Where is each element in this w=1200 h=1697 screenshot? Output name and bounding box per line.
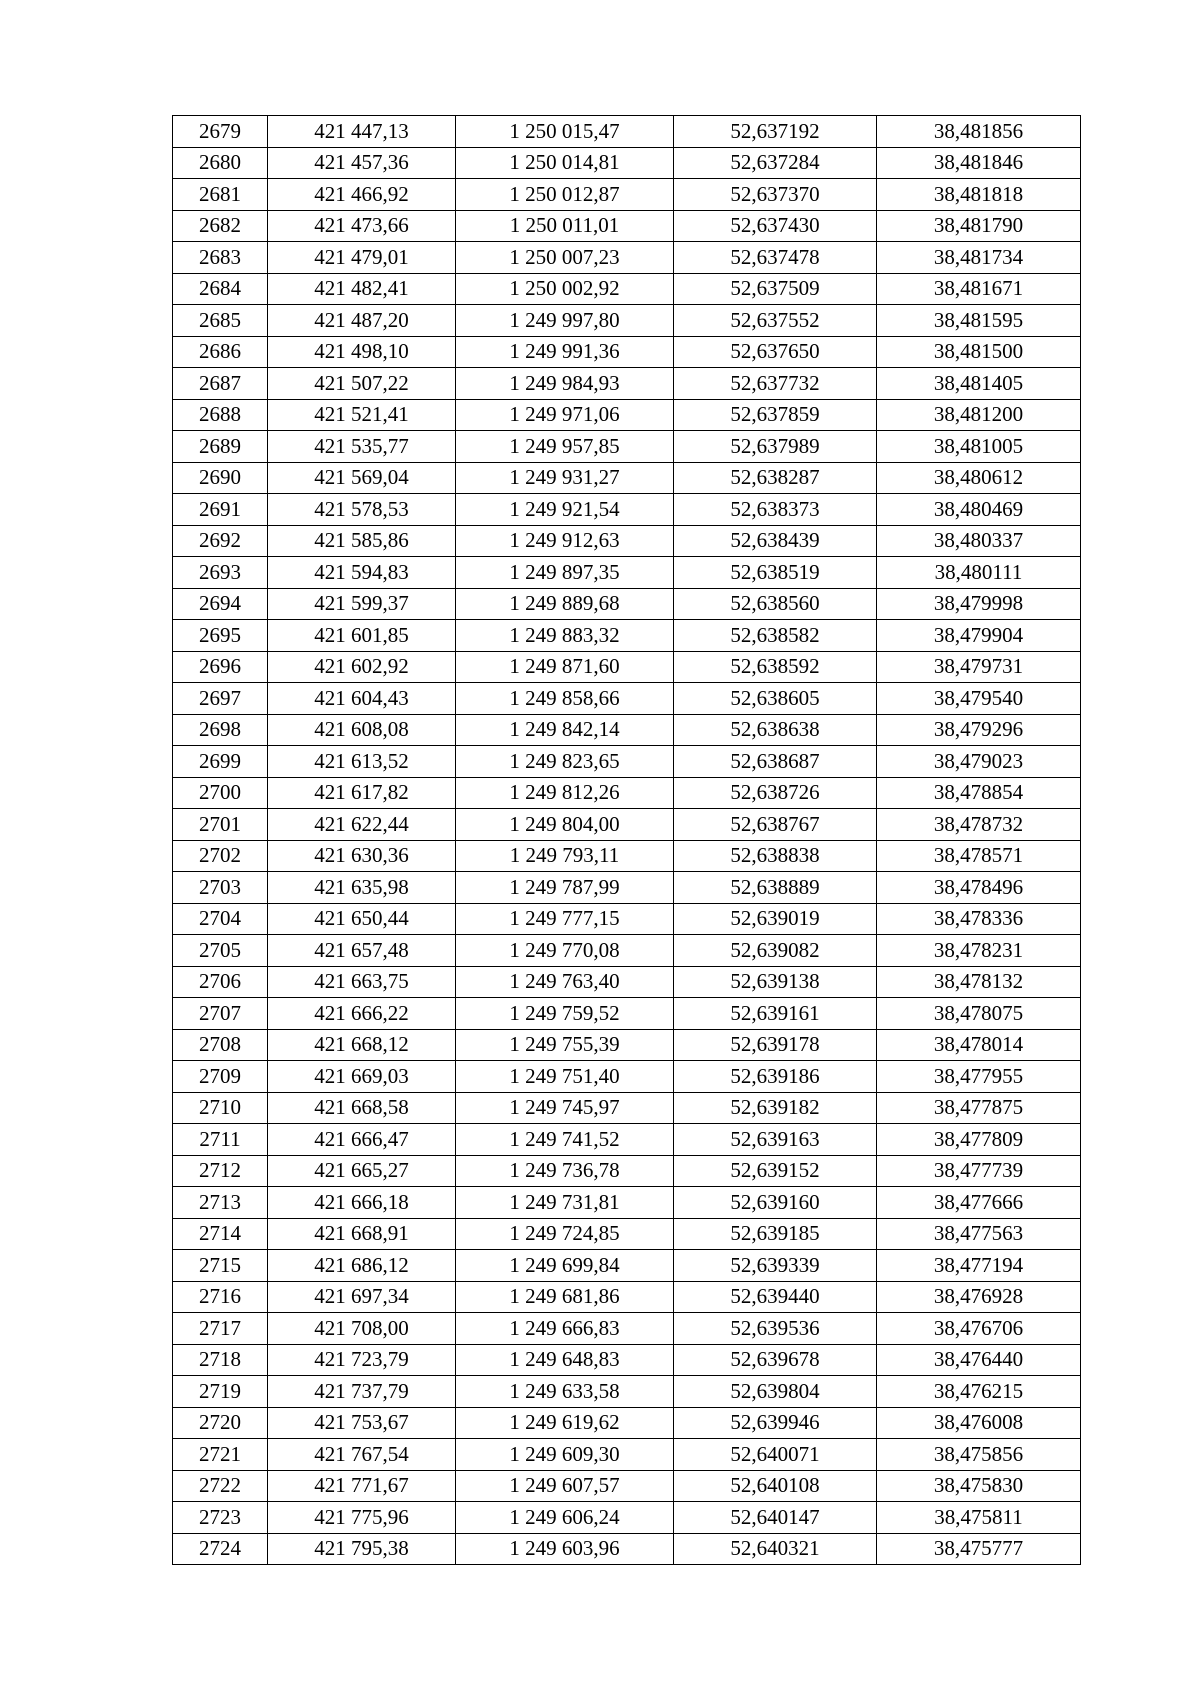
y-coordinate-cell: 1 249 741,52 <box>456 1124 674 1156</box>
table-row <box>173 557 1081 589</box>
table-row <box>173 998 1081 1030</box>
latitude-cell: 52,639138 <box>674 966 877 998</box>
y-coordinate-cell: 1 249 724,85 <box>456 1218 674 1250</box>
latitude-cell: 52,639440 <box>674 1281 877 1313</box>
longitude-cell: 38,477666 <box>877 1187 1081 1219</box>
latitude-cell: 52,639019 <box>674 903 877 935</box>
table-row <box>173 809 1081 841</box>
latitude-cell: 52,638287 <box>674 462 877 494</box>
longitude-cell: 38,479540 <box>877 683 1081 715</box>
point-number-cell: 2696 <box>173 651 268 683</box>
x-coordinate-cell: 421 775,96 <box>268 1502 456 1534</box>
x-coordinate-cell: 421 622,44 <box>268 809 456 841</box>
longitude-cell: 38,478496 <box>877 872 1081 904</box>
y-coordinate-cell: 1 249 897,35 <box>456 557 674 589</box>
latitude-cell: 52,637192 <box>674 116 877 148</box>
x-coordinate-cell: 421 498,10 <box>268 336 456 368</box>
y-coordinate-cell: 1 250 011,01 <box>456 210 674 242</box>
x-coordinate-cell: 421 599,37 <box>268 588 456 620</box>
table-row <box>173 336 1081 368</box>
longitude-cell: 38,479296 <box>877 714 1081 746</box>
point-number-cell: 2687 <box>173 368 268 400</box>
longitude-cell: 38,480612 <box>877 462 1081 494</box>
latitude-cell: 52,640108 <box>674 1470 877 1502</box>
y-coordinate-cell: 1 249 770,08 <box>456 935 674 967</box>
longitude-cell: 38,475830 <box>877 1470 1081 1502</box>
table-row <box>173 1439 1081 1471</box>
point-number-cell: 2705 <box>173 935 268 967</box>
table-row <box>173 399 1081 431</box>
longitude-cell: 38,479904 <box>877 620 1081 652</box>
point-number-cell: 2709 <box>173 1061 268 1093</box>
point-number-cell: 2713 <box>173 1187 268 1219</box>
table-row <box>173 1029 1081 1061</box>
point-number-cell: 2689 <box>173 431 268 463</box>
point-number-cell: 2681 <box>173 179 268 211</box>
latitude-cell: 52,638560 <box>674 588 877 620</box>
table-row <box>173 242 1081 274</box>
y-coordinate-cell: 1 249 871,60 <box>456 651 674 683</box>
longitude-cell: 38,481790 <box>877 210 1081 242</box>
point-number-cell: 2699 <box>173 746 268 778</box>
latitude-cell: 52,637732 <box>674 368 877 400</box>
x-coordinate-cell: 421 604,43 <box>268 683 456 715</box>
latitude-cell: 52,639536 <box>674 1313 877 1345</box>
longitude-cell: 38,481671 <box>877 273 1081 305</box>
x-coordinate-cell: 421 585,86 <box>268 525 456 557</box>
y-coordinate-cell: 1 249 991,36 <box>456 336 674 368</box>
table-row <box>173 714 1081 746</box>
y-coordinate-cell: 1 249 804,00 <box>456 809 674 841</box>
longitude-cell: 38,478231 <box>877 935 1081 967</box>
x-coordinate-cell: 421 466,92 <box>268 179 456 211</box>
table-row <box>173 431 1081 463</box>
latitude-cell: 52,638373 <box>674 494 877 526</box>
table-row <box>173 1061 1081 1093</box>
longitude-cell: 38,476440 <box>877 1344 1081 1376</box>
latitude-cell: 52,637552 <box>674 305 877 337</box>
latitude-cell: 52,637478 <box>674 242 877 274</box>
x-coordinate-cell: 421 657,48 <box>268 935 456 967</box>
latitude-cell: 52,639152 <box>674 1155 877 1187</box>
longitude-cell: 38,478336 <box>877 903 1081 935</box>
latitude-cell: 52,639678 <box>674 1344 877 1376</box>
y-coordinate-cell: 1 249 823,65 <box>456 746 674 778</box>
x-coordinate-cell: 421 666,47 <box>268 1124 456 1156</box>
table-row <box>173 210 1081 242</box>
y-coordinate-cell: 1 249 984,93 <box>456 368 674 400</box>
y-coordinate-cell: 1 250 002,92 <box>456 273 674 305</box>
table-row <box>173 305 1081 337</box>
point-number-cell: 2704 <box>173 903 268 935</box>
longitude-cell: 38,477955 <box>877 1061 1081 1093</box>
table-row <box>173 273 1081 305</box>
latitude-cell: 52,638605 <box>674 683 877 715</box>
y-coordinate-cell: 1 249 751,40 <box>456 1061 674 1093</box>
table-row <box>173 935 1081 967</box>
table-row <box>173 746 1081 778</box>
table-row <box>173 1313 1081 1345</box>
x-coordinate-cell: 421 630,36 <box>268 840 456 872</box>
table-row <box>173 462 1081 494</box>
x-coordinate-cell: 421 602,92 <box>268 651 456 683</box>
y-coordinate-cell: 1 250 012,87 <box>456 179 674 211</box>
x-coordinate-cell: 421 617,82 <box>268 777 456 809</box>
table-row <box>173 1124 1081 1156</box>
point-number-cell: 2684 <box>173 273 268 305</box>
y-coordinate-cell: 1 250 014,81 <box>456 147 674 179</box>
y-coordinate-cell: 1 249 957,85 <box>456 431 674 463</box>
y-coordinate-cell: 1 249 736,78 <box>456 1155 674 1187</box>
y-coordinate-cell: 1 249 603,96 <box>456 1533 674 1565</box>
longitude-cell: 38,481405 <box>877 368 1081 400</box>
x-coordinate-cell: 421 666,22 <box>268 998 456 1030</box>
x-coordinate-cell: 421 457,36 <box>268 147 456 179</box>
point-number-cell: 2702 <box>173 840 268 872</box>
y-coordinate-cell: 1 249 858,66 <box>456 683 674 715</box>
table-row <box>173 903 1081 935</box>
x-coordinate-cell: 421 697,34 <box>268 1281 456 1313</box>
x-coordinate-cell: 421 669,03 <box>268 1061 456 1093</box>
point-number-cell: 2703 <box>173 872 268 904</box>
table-row <box>173 179 1081 211</box>
y-coordinate-cell: 1 249 745,97 <box>456 1092 674 1124</box>
point-number-cell: 2694 <box>173 588 268 620</box>
longitude-cell: 38,476928 <box>877 1281 1081 1313</box>
latitude-cell: 52,637284 <box>674 147 877 179</box>
x-coordinate-cell: 421 521,41 <box>268 399 456 431</box>
x-coordinate-cell: 421 535,77 <box>268 431 456 463</box>
point-number-cell: 2700 <box>173 777 268 809</box>
y-coordinate-cell: 1 249 755,39 <box>456 1029 674 1061</box>
point-number-cell: 2695 <box>173 620 268 652</box>
latitude-cell: 52,639160 <box>674 1187 877 1219</box>
table-row <box>173 368 1081 400</box>
point-number-cell: 2697 <box>173 683 268 715</box>
table-row <box>173 525 1081 557</box>
point-number-cell: 2717 <box>173 1313 268 1345</box>
longitude-cell: 38,481818 <box>877 179 1081 211</box>
x-coordinate-cell: 421 507,22 <box>268 368 456 400</box>
table-row <box>173 588 1081 620</box>
longitude-cell: 38,480337 <box>877 525 1081 557</box>
x-coordinate-cell: 421 795,38 <box>268 1533 456 1565</box>
latitude-cell: 52,640321 <box>674 1533 877 1565</box>
latitude-cell: 52,638726 <box>674 777 877 809</box>
point-number-cell: 2719 <box>173 1376 268 1408</box>
latitude-cell: 52,639082 <box>674 935 877 967</box>
longitude-cell: 38,481200 <box>877 399 1081 431</box>
x-coordinate-cell: 421 613,52 <box>268 746 456 778</box>
longitude-cell: 38,481595 <box>877 305 1081 337</box>
latitude-cell: 52,637650 <box>674 336 877 368</box>
point-number-cell: 2685 <box>173 305 268 337</box>
longitude-cell: 38,477194 <box>877 1250 1081 1282</box>
y-coordinate-cell: 1 249 997,80 <box>456 305 674 337</box>
table-row <box>173 494 1081 526</box>
x-coordinate-cell: 421 569,04 <box>268 462 456 494</box>
longitude-cell: 38,478132 <box>877 966 1081 998</box>
longitude-cell: 38,478075 <box>877 998 1081 1030</box>
point-number-cell: 2682 <box>173 210 268 242</box>
latitude-cell: 52,637859 <box>674 399 877 431</box>
y-coordinate-cell: 1 249 681,86 <box>456 1281 674 1313</box>
longitude-cell: 38,479731 <box>877 651 1081 683</box>
longitude-cell: 38,478854 <box>877 777 1081 809</box>
latitude-cell: 52,638838 <box>674 840 877 872</box>
point-number-cell: 2698 <box>173 714 268 746</box>
y-coordinate-cell: 1 249 699,84 <box>456 1250 674 1282</box>
longitude-cell: 38,475811 <box>877 1502 1081 1534</box>
latitude-cell: 52,638519 <box>674 557 877 589</box>
point-number-cell: 2720 <box>173 1407 268 1439</box>
y-coordinate-cell: 1 249 889,68 <box>456 588 674 620</box>
latitude-cell: 52,637370 <box>674 179 877 211</box>
longitude-cell: 38,475777 <box>877 1533 1081 1565</box>
y-coordinate-cell: 1 249 793,11 <box>456 840 674 872</box>
latitude-cell: 52,637430 <box>674 210 877 242</box>
x-coordinate-cell: 421 663,75 <box>268 966 456 998</box>
y-coordinate-cell: 1 249 883,32 <box>456 620 674 652</box>
x-coordinate-cell: 421 771,67 <box>268 1470 456 1502</box>
coordinate-table-body <box>173 116 1081 1565</box>
y-coordinate-cell: 1 249 606,24 <box>456 1502 674 1534</box>
x-coordinate-cell: 421 668,58 <box>268 1092 456 1124</box>
longitude-cell: 38,479998 <box>877 588 1081 620</box>
table-row <box>173 1092 1081 1124</box>
point-number-cell: 2688 <box>173 399 268 431</box>
latitude-cell: 52,638582 <box>674 620 877 652</box>
y-coordinate-cell: 1 250 015,47 <box>456 116 674 148</box>
point-number-cell: 2680 <box>173 147 268 179</box>
point-number-cell: 2679 <box>173 116 268 148</box>
longitude-cell: 38,476706 <box>877 1313 1081 1345</box>
point-number-cell: 2686 <box>173 336 268 368</box>
latitude-cell: 52,639804 <box>674 1376 877 1408</box>
longitude-cell: 38,479023 <box>877 746 1081 778</box>
latitude-cell: 52,639185 <box>674 1218 877 1250</box>
longitude-cell: 38,477739 <box>877 1155 1081 1187</box>
table-row <box>173 966 1081 998</box>
point-number-cell: 2722 <box>173 1470 268 1502</box>
x-coordinate-cell: 421 594,83 <box>268 557 456 589</box>
latitude-cell: 52,638439 <box>674 525 877 557</box>
y-coordinate-cell: 1 249 759,52 <box>456 998 674 1030</box>
point-number-cell: 2707 <box>173 998 268 1030</box>
y-coordinate-cell: 1 249 931,27 <box>456 462 674 494</box>
longitude-cell: 38,476008 <box>877 1407 1081 1439</box>
point-number-cell: 2723 <box>173 1502 268 1534</box>
table-row <box>173 147 1081 179</box>
longitude-cell: 38,478571 <box>877 840 1081 872</box>
table-row <box>173 1533 1081 1565</box>
longitude-cell: 38,478732 <box>877 809 1081 841</box>
table-row <box>173 1344 1081 1376</box>
latitude-cell: 52,637989 <box>674 431 877 463</box>
x-coordinate-cell: 421 737,79 <box>268 1376 456 1408</box>
x-coordinate-cell: 421 487,20 <box>268 305 456 337</box>
point-number-cell: 2693 <box>173 557 268 589</box>
table-row <box>173 1470 1081 1502</box>
x-coordinate-cell: 421 668,91 <box>268 1218 456 1250</box>
latitude-cell: 52,637509 <box>674 273 877 305</box>
longitude-cell: 38,481500 <box>877 336 1081 368</box>
table-row <box>173 1376 1081 1408</box>
x-coordinate-cell: 421 601,85 <box>268 620 456 652</box>
point-number-cell: 2710 <box>173 1092 268 1124</box>
table-row <box>173 777 1081 809</box>
point-number-cell: 2715 <box>173 1250 268 1282</box>
latitude-cell: 52,640071 <box>674 1439 877 1471</box>
y-coordinate-cell: 1 249 971,06 <box>456 399 674 431</box>
y-coordinate-cell: 1 249 648,83 <box>456 1344 674 1376</box>
x-coordinate-cell: 421 479,01 <box>268 242 456 274</box>
latitude-cell: 52,639182 <box>674 1092 877 1124</box>
point-number-cell: 2711 <box>173 1124 268 1156</box>
point-number-cell: 2716 <box>173 1281 268 1313</box>
x-coordinate-cell: 421 666,18 <box>268 1187 456 1219</box>
longitude-cell: 38,477563 <box>877 1218 1081 1250</box>
table-row <box>173 1187 1081 1219</box>
x-coordinate-cell: 421 650,44 <box>268 903 456 935</box>
latitude-cell: 52,638767 <box>674 809 877 841</box>
table-row <box>173 651 1081 683</box>
y-coordinate-cell: 1 249 842,14 <box>456 714 674 746</box>
x-coordinate-cell: 421 473,66 <box>268 210 456 242</box>
latitude-cell: 52,638687 <box>674 746 877 778</box>
x-coordinate-cell: 421 578,53 <box>268 494 456 526</box>
longitude-cell: 38,477809 <box>877 1124 1081 1156</box>
x-coordinate-cell: 421 665,27 <box>268 1155 456 1187</box>
longitude-cell: 38,481846 <box>877 147 1081 179</box>
latitude-cell: 52,640147 <box>674 1502 877 1534</box>
table-row <box>173 1250 1081 1282</box>
table-row <box>173 116 1081 148</box>
y-coordinate-cell: 1 249 619,62 <box>456 1407 674 1439</box>
point-number-cell: 2691 <box>173 494 268 526</box>
longitude-cell: 38,481734 <box>877 242 1081 274</box>
point-number-cell: 2683 <box>173 242 268 274</box>
latitude-cell: 52,639178 <box>674 1029 877 1061</box>
y-coordinate-cell: 1 249 921,54 <box>456 494 674 526</box>
latitude-cell: 52,639186 <box>674 1061 877 1093</box>
x-coordinate-cell: 421 723,79 <box>268 1344 456 1376</box>
table-row <box>173 1218 1081 1250</box>
table-row <box>173 683 1081 715</box>
y-coordinate-cell: 1 249 666,83 <box>456 1313 674 1345</box>
latitude-cell: 52,639339 <box>674 1250 877 1282</box>
table-row <box>173 872 1081 904</box>
table-row <box>173 1281 1081 1313</box>
x-coordinate-cell: 421 668,12 <box>268 1029 456 1061</box>
longitude-cell: 38,477875 <box>877 1092 1081 1124</box>
latitude-cell: 52,638889 <box>674 872 877 904</box>
x-coordinate-cell: 421 753,67 <box>268 1407 456 1439</box>
x-coordinate-cell: 421 482,41 <box>268 273 456 305</box>
y-coordinate-cell: 1 249 731,81 <box>456 1187 674 1219</box>
y-coordinate-cell: 1 249 812,26 <box>456 777 674 809</box>
x-coordinate-cell: 421 608,08 <box>268 714 456 746</box>
point-number-cell: 2724 <box>173 1533 268 1565</box>
y-coordinate-cell: 1 249 787,99 <box>456 872 674 904</box>
latitude-cell: 52,638592 <box>674 651 877 683</box>
longitude-cell: 38,478014 <box>877 1029 1081 1061</box>
point-number-cell: 2712 <box>173 1155 268 1187</box>
x-coordinate-cell: 421 635,98 <box>268 872 456 904</box>
table-row <box>173 1407 1081 1439</box>
point-number-cell: 2718 <box>173 1344 268 1376</box>
x-coordinate-cell: 421 447,13 <box>268 116 456 148</box>
y-coordinate-cell: 1 249 607,57 <box>456 1470 674 1502</box>
y-coordinate-cell: 1 250 007,23 <box>456 242 674 274</box>
latitude-cell: 52,639946 <box>674 1407 877 1439</box>
point-number-cell: 2690 <box>173 462 268 494</box>
point-number-cell: 2721 <box>173 1439 268 1471</box>
point-number-cell: 2692 <box>173 525 268 557</box>
table-row <box>173 1502 1081 1534</box>
y-coordinate-cell: 1 249 763,40 <box>456 966 674 998</box>
y-coordinate-cell: 1 249 609,30 <box>456 1439 674 1471</box>
table-row <box>173 840 1081 872</box>
longitude-cell: 38,476215 <box>877 1376 1081 1408</box>
x-coordinate-cell: 421 708,00 <box>268 1313 456 1345</box>
longitude-cell: 38,481005 <box>877 431 1081 463</box>
point-number-cell: 2701 <box>173 809 268 841</box>
latitude-cell: 52,638638 <box>674 714 877 746</box>
point-number-cell: 2714 <box>173 1218 268 1250</box>
table-row <box>173 1155 1081 1187</box>
point-number-cell: 2706 <box>173 966 268 998</box>
y-coordinate-cell: 1 249 912,63 <box>456 525 674 557</box>
longitude-cell: 38,475856 <box>877 1439 1081 1471</box>
y-coordinate-cell: 1 249 633,58 <box>456 1376 674 1408</box>
longitude-cell: 38,481856 <box>877 116 1081 148</box>
table-row <box>173 620 1081 652</box>
x-coordinate-cell: 421 767,54 <box>268 1439 456 1471</box>
latitude-cell: 52,639161 <box>674 998 877 1030</box>
coordinate-table <box>172 115 1081 1565</box>
point-number-cell: 2708 <box>173 1029 268 1061</box>
x-coordinate-cell: 421 686,12 <box>268 1250 456 1282</box>
y-coordinate-cell: 1 249 777,15 <box>456 903 674 935</box>
latitude-cell: 52,639163 <box>674 1124 877 1156</box>
longitude-cell: 38,480469 <box>877 494 1081 526</box>
longitude-cell: 38,480111 <box>877 557 1081 589</box>
